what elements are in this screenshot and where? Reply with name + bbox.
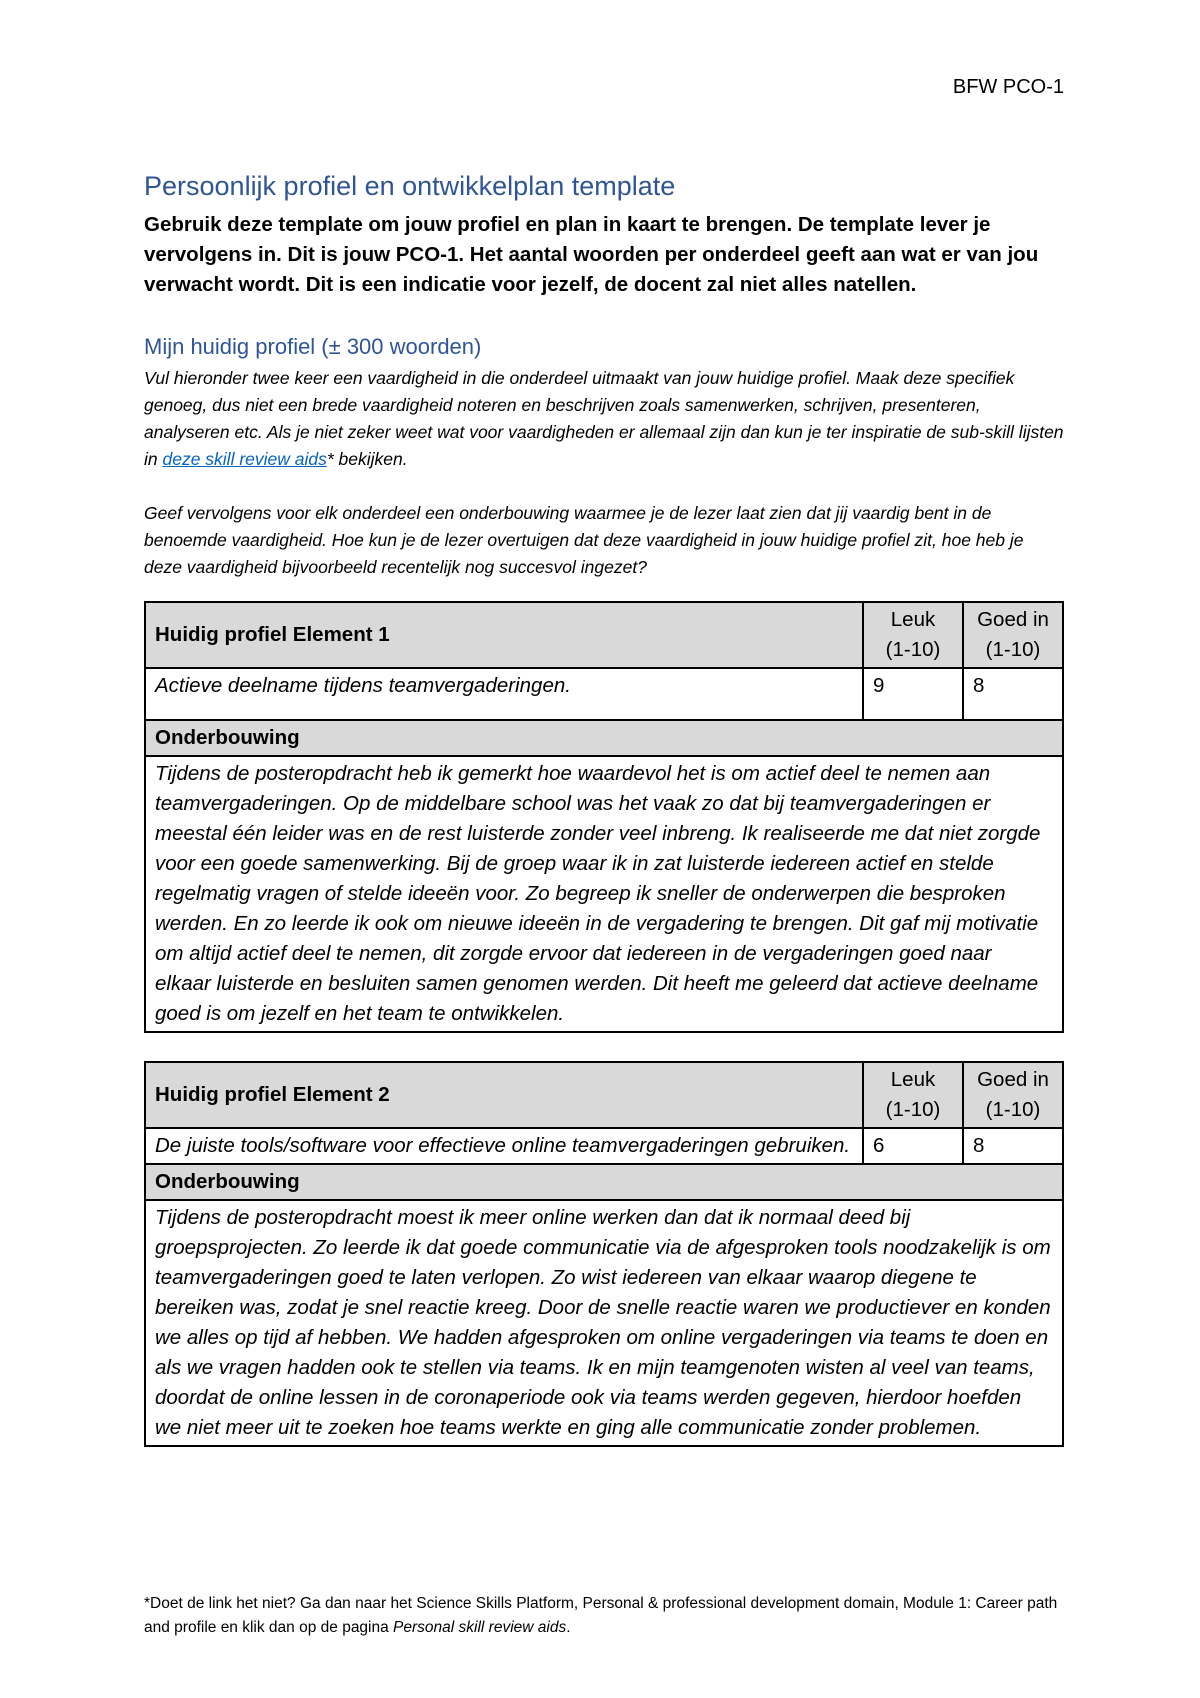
element-2-goed-score: 8 xyxy=(963,1128,1063,1164)
element-1-skill: Actieve deelname tijdens teamvergaderingen. xyxy=(145,668,863,720)
element-1-onderbouwing-text: Tijdens de posteropdracht heb ik gemerkt hoe waardevol het is om actief deel te nemen aan teamvergaderingen. Op de middelbare school was het vaak zo dat bij teamvergaderingen er meestal één leider was en de rest luisterde zonder veel inbreng. Ik realiseerde me dat niet zorgde voor een goede samenwerking. Bij de groep waar ik in zat luisterde iedereen actief en stelde regelmatig vragen of stelde ideeën voor. Zo begreep ik sneller de onderwerpen die besproken werden. En zo leerde ik ook om nieuwe ideeën in de vergadering te brengen. Dit gaf mij motivatie om altijd actief deel te nemen, dit zorgde ervoor dat iedereen in de vergaderingen goed naar elkaar luisterde en besluiten samen genomen werden. Dit heeft me geleerd dat actieve deelname goed is om jezelf en het team te ontwikkelen. xyxy=(145,756,1063,1032)
element-1-title: Huidig profiel Element 1 xyxy=(145,602,863,668)
goed-column-header xyxy=(963,602,1063,668)
leuk-column-header xyxy=(863,602,963,668)
element-1-onderbouwing-heading: Onderbouwing xyxy=(145,720,1063,756)
goed-scale: (1-10) xyxy=(985,637,1041,661)
leuk-label: Leuk xyxy=(890,1067,936,1091)
document-code: BFW PCO-1 xyxy=(952,76,1064,98)
leuk-scale: (1-10) xyxy=(885,637,941,661)
page-title: Persoonlijk profiel en ontwikkelplan template xyxy=(144,171,676,201)
goed-scale: (1-10) xyxy=(985,1097,1041,1121)
footnote xyxy=(144,1592,1064,1640)
skill-review-aids-link[interactable]: deze skill review aids xyxy=(162,448,327,469)
instruction-1-before: Vul hieronder twee keer een vaardigheid in die onderdeel uitmaakt van jouw huidige profiel. Maak deze specifiek genoeg, dus niet een brede vaardigheid noteren en beschrijven zoals samenwerken, schrijven, presenteren, analyseren etc. Als je niet zeker weet wat voor vaardigheden er allemaal zijn dan kun je ter inspiratie de sub-skill lijsten in xyxy=(144,367,1064,469)
intro-text: Gebruik deze template om jouw profiel en plan in kaart te brengen. De template lever je vervolgens in. Dit is jouw PCO-1. Het aantal woorden per onderdeel geeft aan wat er van jou verwacht wordt. Dit is een indicatie voor jezelf, de docent zal niet alles natellen. xyxy=(144,213,1039,297)
element-2-onderbouwing-text: Tijdens de posteropdracht moest ik meer online werken dan dat ik normaal deed bij groepsprojecten. Zo leerde ik dat goede communicatie via de afgesproken tools noodzakelijk is om teamvergaderingen goed te laten verlopen. Zo wist iedereen van elkaar waarop diegene te bereiken was, zodat je snel reactie kreeg. Door de snelle reactie waren we productiever en konden we alles op tijd af hebben. We hadden afgesproken om online vergaderingen via teams te doen en als we vragen hadden ook te stellen via teams. Ik en mijn teamgenoten wisten al veel van teams, doordat de online lessen in de coronaperiode ook via teams werden gegeven, hierdoor hoefden we niet meer uit te zoeken hoe teams werkte en ging alle communicatie zonder problemen. xyxy=(145,1200,1063,1446)
element-1-leuk-score: 9 xyxy=(863,668,963,720)
leuk-column-header xyxy=(863,1062,963,1128)
goed-label: Goed in xyxy=(977,1067,1049,1091)
leuk-label: Leuk xyxy=(890,607,936,631)
profile-element-1-table xyxy=(144,601,1064,1033)
footnote-after: . xyxy=(566,1619,571,1636)
goed-column-header xyxy=(963,1062,1063,1128)
leuk-scale: (1-10) xyxy=(885,1097,941,1121)
footnote-italic: Personal skill review aids xyxy=(393,1619,567,1636)
page-content xyxy=(144,170,1064,1447)
profile-element-2-table xyxy=(144,1061,1064,1447)
element-1-goed-score: 8 xyxy=(963,668,1063,720)
element-2-leuk-score: 6 xyxy=(863,1128,963,1164)
instruction-paragraph-1 xyxy=(144,365,1064,473)
section-heading: Mijn huidig profiel (± 300 woorden) xyxy=(144,334,482,360)
element-2-onderbouwing-heading: Onderbouwing xyxy=(145,1164,1063,1200)
element-2-title: Huidig profiel Element 2 xyxy=(145,1062,863,1128)
instruction-paragraph-2: Geef vervolgens voor elk onderdeel een onderbouwing waarmee je de lezer laat zien dat jij vaardig bent in de benoemde vaardigheid. Hoe kun je de lezer overtuigen dat deze vaardigheid in jouw huidige profiel zit, hoe heb je deze vaardigheid bijvoorbeeld recentelijk nog succesvol ingezet? xyxy=(144,502,1024,577)
instruction-1-after: * bekijken. xyxy=(326,448,408,469)
goed-label: Goed in xyxy=(977,607,1049,631)
element-2-skill: De juiste tools/software voor effectieve online teamvergaderingen gebruiken. xyxy=(145,1128,863,1164)
footnote-before: *Doet de link het niet? Ga dan naar het Science Skills Platform, Personal & professional development domain, Module 1: Career path and profile en klik dan op de pagina xyxy=(144,1595,1058,1636)
